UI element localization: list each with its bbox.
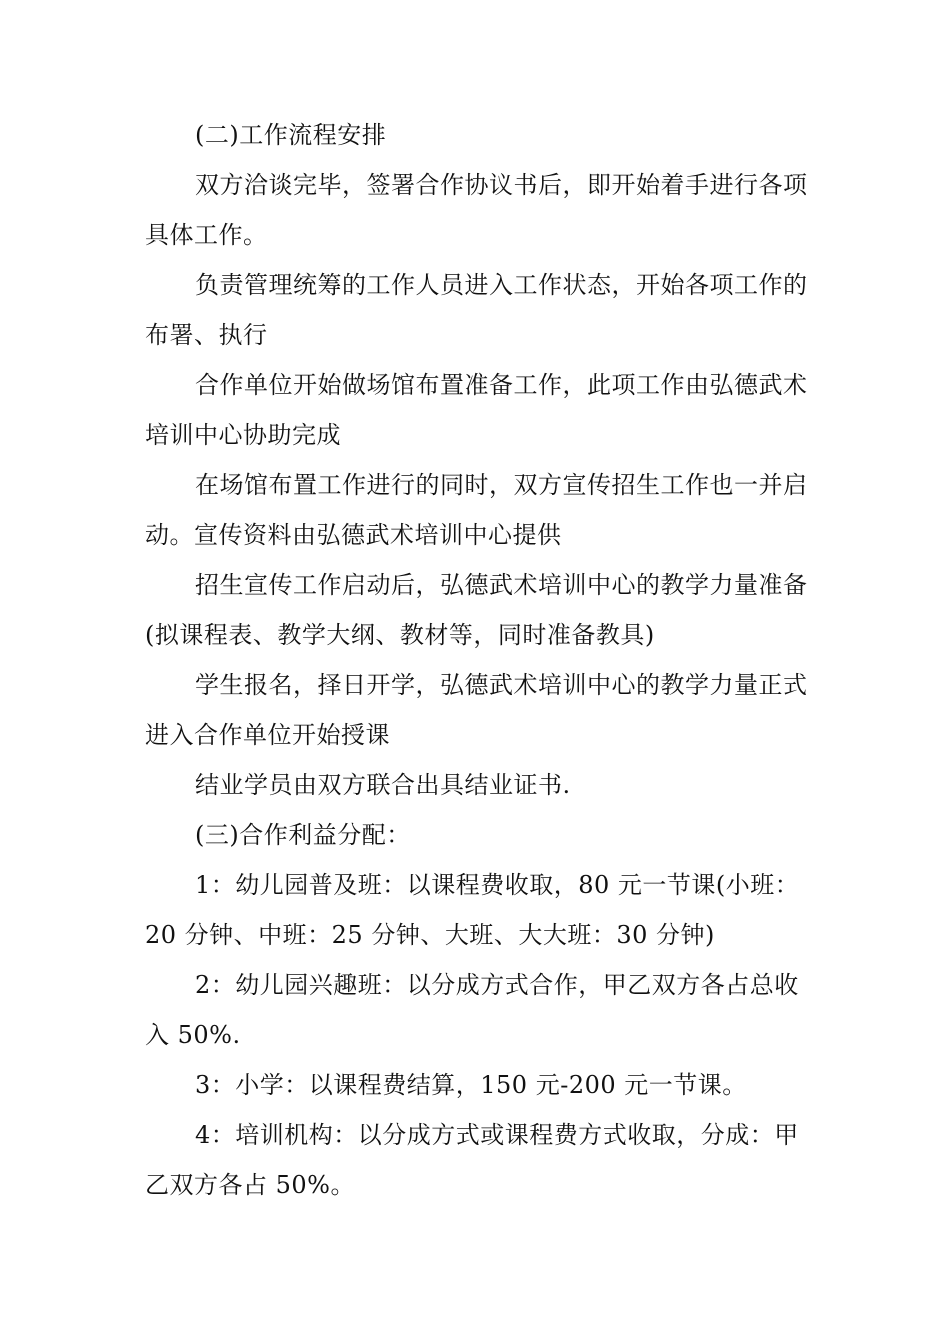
list-item: 3：小学：以课程费结算，150 元-200 元一节课。 xyxy=(195,1071,747,1099)
list-item: 1：幼儿园普及班：以课程费收取，80 元一节课(小班：20 分钟、中班：25 分钟、大班、大大班：30 分钟) xyxy=(145,871,800,949)
paragraph: 招生宣传工作启动后，弘德武术培训中心的教学力量准备(拟课程表、教学大纲、教材等，同时准备教具) xyxy=(145,571,808,649)
list-item: 4：培训机构：以分成方式或课程费方式收取，分成：甲乙双方各占 50%。 xyxy=(145,1121,799,1199)
paragraph: 合作单位开始做场馆布置准备工作，此项工作由弘德武术培训中心协助完成 xyxy=(145,371,808,449)
paragraph: 双方洽谈完毕，签署合作协议书后，即开始着手进行各项具体工作。 xyxy=(145,171,808,249)
list-item: 2：幼儿园兴趣班：以分成方式合作，甲乙双方各占总收入 50%. xyxy=(145,971,799,1049)
section-heading-profit-distribution: (三)合作利益分配： xyxy=(195,821,411,849)
paragraph: 结业学员由双方联合出具结业证书. xyxy=(195,771,571,799)
paragraph: 学生报名，择日开学，弘德武术培训中心的教学力量正式进入合作单位开始授课 xyxy=(145,671,808,749)
document-body xyxy=(145,110,810,1210)
paragraph: 在场馆布置工作进行的同时，双方宣传招生工作也一并启动。宣传资料由弘德武术培训中心提供 xyxy=(145,471,808,549)
paragraph: 负责管理统筹的工作人员进入工作状态，开始各项工作的布署、执行 xyxy=(145,271,808,349)
section-heading-workflow: (二)工作流程安排 xyxy=(195,121,387,149)
